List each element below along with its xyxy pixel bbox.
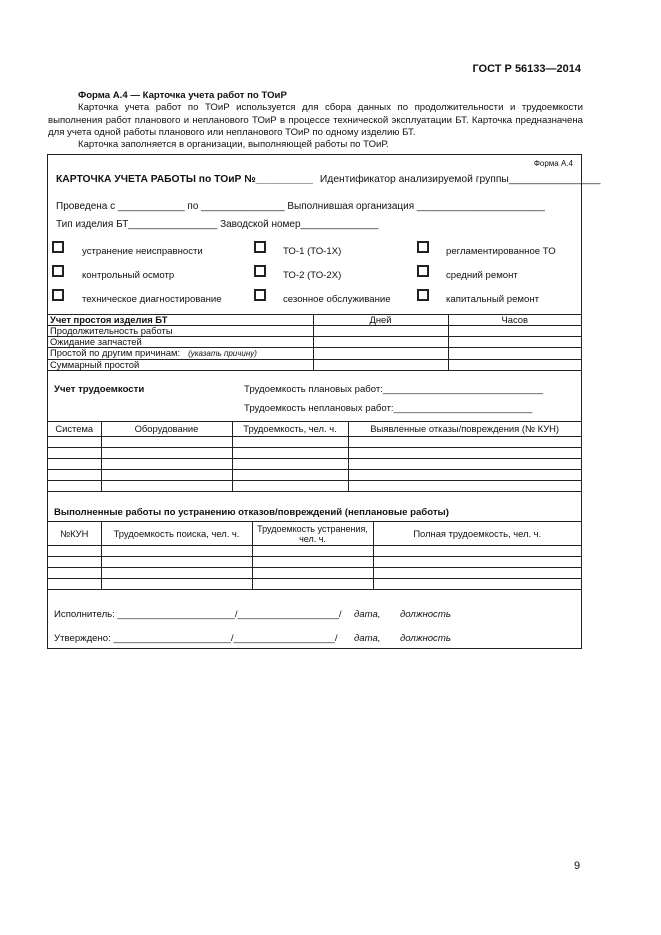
table-cell[interactable] — [232, 459, 348, 470]
days-cell[interactable] — [313, 337, 448, 348]
checkbox-label: контрольный осмотр — [82, 270, 175, 281]
table-cell[interactable] — [48, 568, 101, 579]
checkbox-label: капитальный ремонт — [446, 294, 540, 305]
table-cell[interactable] — [373, 579, 581, 590]
table-cell[interactable] — [373, 557, 581, 568]
card-number-field[interactable]: __________ — [255, 174, 314, 185]
repairs-table — [48, 521, 581, 590]
table-cell[interactable] — [348, 437, 581, 448]
card-title: КАРТОЧКА УЧЕТА РАБОТЫ по ТОиР № — [56, 174, 256, 185]
days-cell[interactable] — [313, 360, 448, 371]
intro-section — [48, 90, 583, 151]
table-cell[interactable] — [348, 470, 581, 481]
group-id-field[interactable]: Идентификатор анализируемой группы________________ — [319, 174, 601, 185]
table-cell[interactable] — [48, 437, 101, 448]
table-cell[interactable] — [101, 448, 232, 459]
approved-date-label: дата, — [354, 633, 381, 644]
checkbox-inspection[interactable] — [52, 265, 64, 277]
reason-hint: (указать причину) — [188, 349, 257, 358]
table-cell[interactable] — [348, 481, 581, 492]
hours-cell[interactable] — [448, 348, 581, 360]
checkbox-label: техническое диагностирование — [82, 294, 222, 305]
table-cell[interactable] — [101, 579, 252, 590]
approved-position-label: должность — [400, 633, 451, 644]
table-cell[interactable] — [48, 557, 101, 568]
form-caption: Форма А.4 — Карточка учета работ по ТОиР — [78, 90, 287, 101]
row-label-text: Простой по другим причинам: — [50, 347, 181, 358]
table-cell[interactable] — [101, 546, 252, 557]
table-cell[interactable] — [373, 568, 581, 579]
checkbox-label: устранение неисправности — [82, 246, 203, 257]
table-cell[interactable] — [348, 448, 581, 459]
table-cell[interactable] — [48, 546, 101, 557]
table-cell[interactable] — [252, 557, 373, 568]
checkbox-label: средний ремонт — [446, 270, 518, 281]
col-system: Система — [48, 422, 101, 437]
checkbox-seasonal[interactable] — [254, 289, 266, 301]
col-failures: Выявленные отказы/повреждения (№ КУН) — [348, 422, 581, 437]
checkbox-overhaul[interactable] — [417, 289, 429, 301]
table-cell[interactable] — [232, 448, 348, 459]
planned-labor-field[interactable]: Трудоемкость плановых работ:______________________________ — [244, 384, 544, 395]
hours-cell[interactable] — [448, 337, 581, 348]
checkbox-diagnostics[interactable] — [52, 289, 64, 301]
standard-header: ГОСТ Р 56133—2014 — [472, 63, 581, 75]
checkbox-label: регламентированное ТО — [446, 246, 556, 257]
card-title-line — [56, 174, 600, 185]
table-cell[interactable] — [348, 459, 581, 470]
row-label: Продолжительность работы — [48, 326, 313, 337]
col-kun: №КУН — [48, 522, 101, 546]
unplanned-labor-field[interactable]: Трудоемкость неплановых работ:__________________________ — [244, 403, 533, 414]
checkbox-medium-repair[interactable] — [417, 265, 429, 277]
checkbox-to2[interactable] — [254, 265, 266, 277]
table-cell[interactable] — [48, 481, 101, 492]
form-card — [47, 154, 601, 649]
col-equipment: Оборудование — [101, 422, 232, 437]
page-number: 9 — [574, 860, 581, 872]
days-cell[interactable] — [313, 326, 448, 337]
period-org-line[interactable]: Проведена с ____________ по _______________ Выполнившая организация _______________________ — [56, 201, 545, 212]
checkbox-label: ТО-2 (ТО-2Х) — [283, 270, 342, 281]
labor-title: Учет трудоемкости — [54, 384, 145, 395]
row-label: Ожидание запчастей — [48, 337, 313, 348]
table-cell[interactable] — [101, 557, 252, 568]
table-cell[interactable] — [101, 481, 232, 492]
table-cell[interactable] — [252, 579, 373, 590]
table-cell[interactable] — [373, 546, 581, 557]
table-cell[interactable] — [232, 470, 348, 481]
checkbox-label: ТО-1 (ТО-1Х) — [283, 246, 342, 257]
labor-table — [48, 421, 581, 492]
executor-signature-line[interactable]: Исполнитель: ______________________/___________________/ — [54, 609, 342, 620]
days-cell[interactable] — [313, 348, 448, 360]
table-cell[interactable] — [232, 481, 348, 492]
row-label — [48, 348, 313, 360]
repairs-title: Выполненные работы по устранению отказов/повреждений (неплановые работы) — [54, 507, 449, 518]
table-cell[interactable] — [101, 568, 252, 579]
table-cell[interactable] — [232, 437, 348, 448]
approved-signature-line[interactable]: Утверждено: ______________________/___________________/ — [54, 633, 338, 644]
col-search-labor: Трудоемкость поиска, чел. ч. — [101, 522, 252, 546]
checkbox-troubleshooting[interactable] — [52, 241, 64, 253]
table-cell[interactable] — [101, 459, 232, 470]
table-cell[interactable] — [48, 448, 101, 459]
table-cell[interactable] — [48, 579, 101, 590]
table-cell[interactable] — [252, 568, 373, 579]
executor-date-label: дата, — [354, 609, 381, 620]
hours-cell[interactable] — [448, 360, 581, 371]
col-days: Дней — [313, 315, 448, 326]
checkbox-scheduled-maintenance[interactable] — [417, 241, 429, 253]
product-type-line[interactable]: Тип изделия БТ________________ Заводской номер______________ — [56, 219, 379, 230]
table-cell[interactable] — [252, 546, 373, 557]
checkbox-label: сезонное обслуживание — [283, 294, 391, 305]
downtime-table — [48, 314, 581, 371]
intro-paragraph-2: Карточка заполняется в организации, выполняющей работы по ТОиР. — [78, 139, 389, 151]
intro-paragraph-1: Карточка учета работ по ТОиР используется для сбора данных по продолжительности и трудоемкости выполнения работ планового и непланового ТОиР в процессе технической эксплуатации БТ. Карточка предназначена для учета одной работы планового или непланового ТОиР по одному изделию БТ. — [48, 102, 583, 138]
form-tag: Форма А.4 — [533, 159, 573, 168]
col-labor: Трудоемкость, чел. ч. — [232, 422, 348, 437]
col-total-labor: Полная трудоемкость, чел. ч. — [373, 522, 581, 546]
table-cell[interactable] — [48, 459, 101, 470]
executor-position-label: должность — [400, 609, 451, 620]
hours-cell[interactable] — [448, 326, 581, 337]
row-label: Суммарный простой — [48, 360, 313, 371]
table-cell[interactable] — [48, 470, 101, 481]
col-fix-labor: Трудоемкость устранения, чел. ч. — [252, 522, 373, 546]
col-hours: Часов — [448, 315, 581, 326]
downtime-title: Учет простоя изделия БТ — [48, 315, 313, 326]
checkbox-to1[interactable] — [254, 241, 266, 253]
table-cell[interactable] — [101, 437, 232, 448]
table-cell[interactable] — [101, 470, 232, 481]
